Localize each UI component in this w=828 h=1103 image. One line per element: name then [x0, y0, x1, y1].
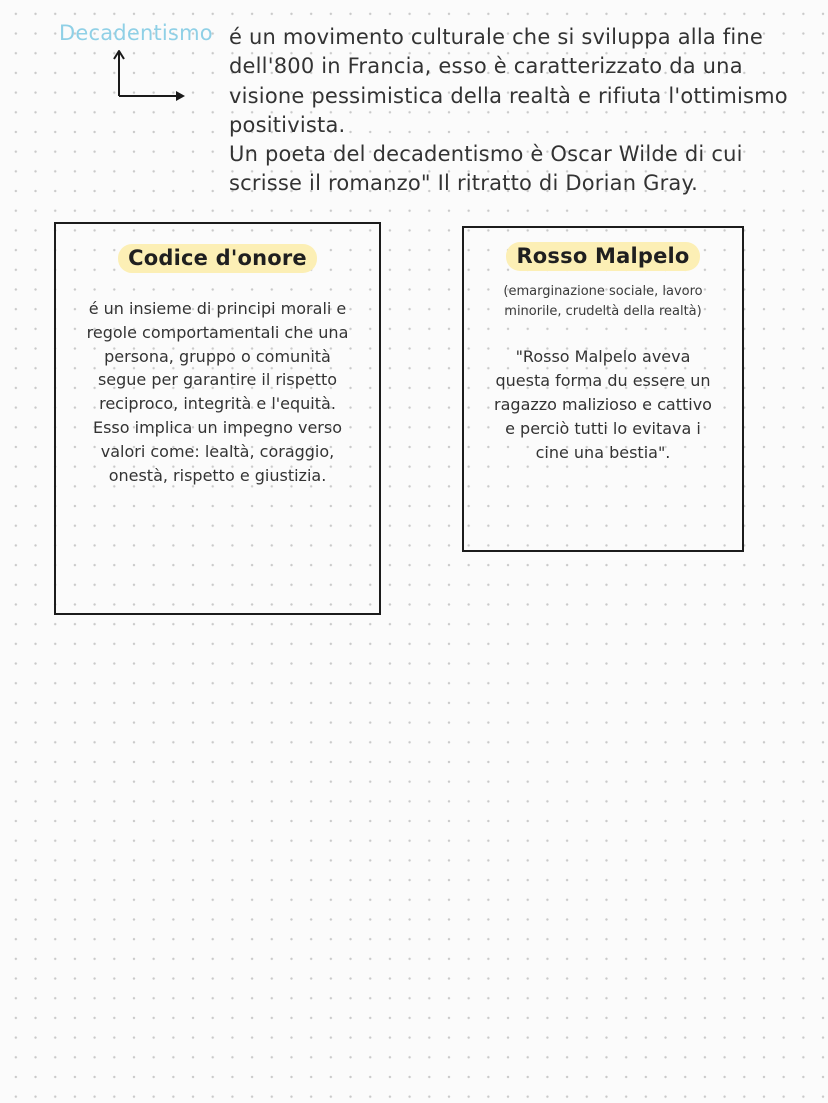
card-title-wrapper: [464, 242, 742, 271]
keyword-decadentismo: Decadentismo: [59, 21, 213, 45]
corner-arrow-icon: [106, 48, 188, 102]
card-subtitle: (emarginazione sociale, lavoro minorile, crudeltà della realtà): [503, 284, 703, 319]
card-body: "Rosso Malpelo aveva questa forma du essere un ragazzo malizioso e cattivo e perciò tutti lo evitava i cine una bestia".: [494, 347, 712, 462]
card-codice-d-onore: [54, 222, 381, 615]
intro-paragraph-definition: é un movimento culturale che si sviluppa alla fine dell'800 in Francia, esso è caratterizzato da una visione pessimistica della realtà e rifiuta l'ottimismo positivista.: [229, 25, 788, 137]
card-title: Rosso Malpelo: [506, 242, 699, 271]
intro-paragraph-poet: Un poeta del decadentismo è Oscar Wilde di cui scrisse il romanzo" Il ritratto di Dorian Gray.: [229, 142, 743, 196]
intro-text: [229, 23, 809, 199]
card-title: Codice d'onore: [118, 244, 317, 273]
card-body: é un insieme di principi morali e regole comportamentali che una persona, gruppo o comunità segue per garantire il rispetto reciproco, integrità e l'equità. Esso implica un impegno verso valori come: lealtà, coraggio, onestà, rispetto e giustizia.: [86, 299, 349, 485]
card-rosso-malpelo: [462, 226, 744, 552]
card-title-wrapper: [56, 244, 379, 273]
